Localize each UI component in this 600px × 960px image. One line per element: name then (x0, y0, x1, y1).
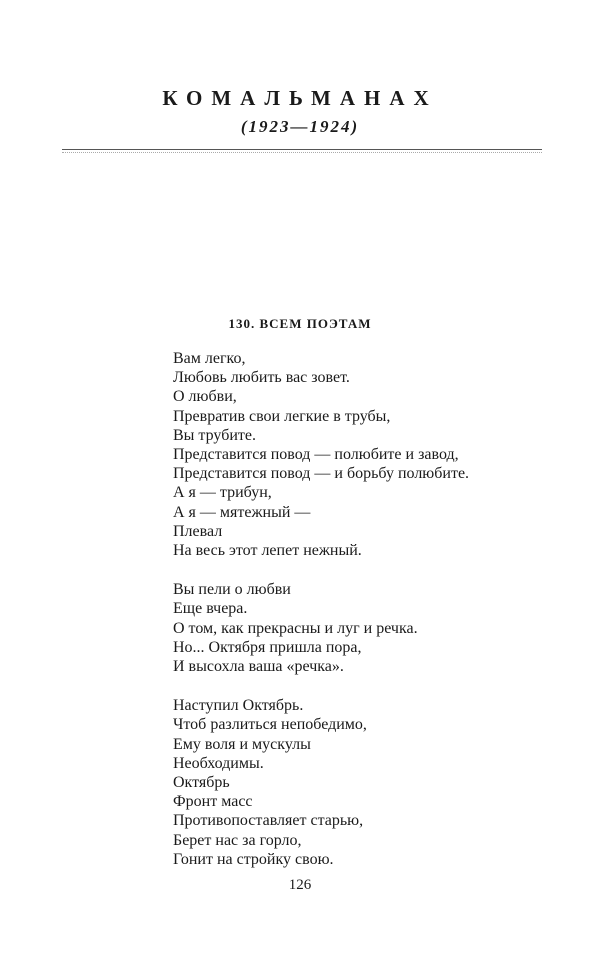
poem-line: Необходимы. (173, 754, 264, 772)
poem-line: А я — трибун, (173, 484, 272, 502)
poem-title: 130. ВСЕМ ПОЭТАМ (228, 316, 372, 331)
poem-line: Превратив свои легкие в трубы, (173, 407, 391, 425)
poem-line: О том, как прекрасны и луг и речка. (173, 619, 418, 637)
poem-line: Чтоб разлиться непобедимо, (173, 716, 367, 734)
poem-line: Представится повод — и борьбу полюбите. (173, 465, 470, 483)
header-divider-secondary (62, 152, 542, 153)
poem-line: Берет нас за горло, (173, 831, 302, 849)
poem-line: Еще вчера. (173, 600, 248, 618)
section-title: КОМАЛЬМАНАХ (162, 86, 438, 110)
poem-line: Но... Октября пришла пора, (173, 638, 362, 656)
poem-line: Плевал (173, 522, 223, 540)
poem-line: А я — мятежный — (173, 503, 311, 521)
poem-line: Вам легко, (173, 350, 246, 367)
poem-line: Противопоставляет старью, (173, 812, 364, 830)
poem-line: Октябрь (173, 774, 230, 792)
poem-line: И высохла ваша «речка». (173, 658, 344, 676)
poem-line: На весь этот лепет нежный. (173, 542, 362, 560)
section-years: (1923—1924) (240, 117, 360, 136)
poem-line: Вы трубите. (173, 426, 256, 444)
page-number: 126 (288, 877, 312, 893)
stanza (173, 580, 573, 676)
stanza (173, 696, 573, 869)
poem-line: Наступил Октябрь. (173, 697, 304, 715)
poem-line: Вы пели о любви (173, 581, 291, 599)
poem-line: Ему воля и мускулы (173, 735, 311, 753)
poem-line: О любви, (173, 388, 237, 406)
poem-line: Гонит на стройку свою. (173, 850, 334, 868)
poem-line: Любовь любить вас зовет. (173, 369, 350, 387)
stanza (173, 349, 573, 560)
poem-line: Фронт масс (173, 793, 253, 811)
poem-body (173, 349, 573, 889)
poem-line: Представится повод — полюбите и завод, (173, 446, 459, 464)
header-divider (62, 149, 542, 150)
